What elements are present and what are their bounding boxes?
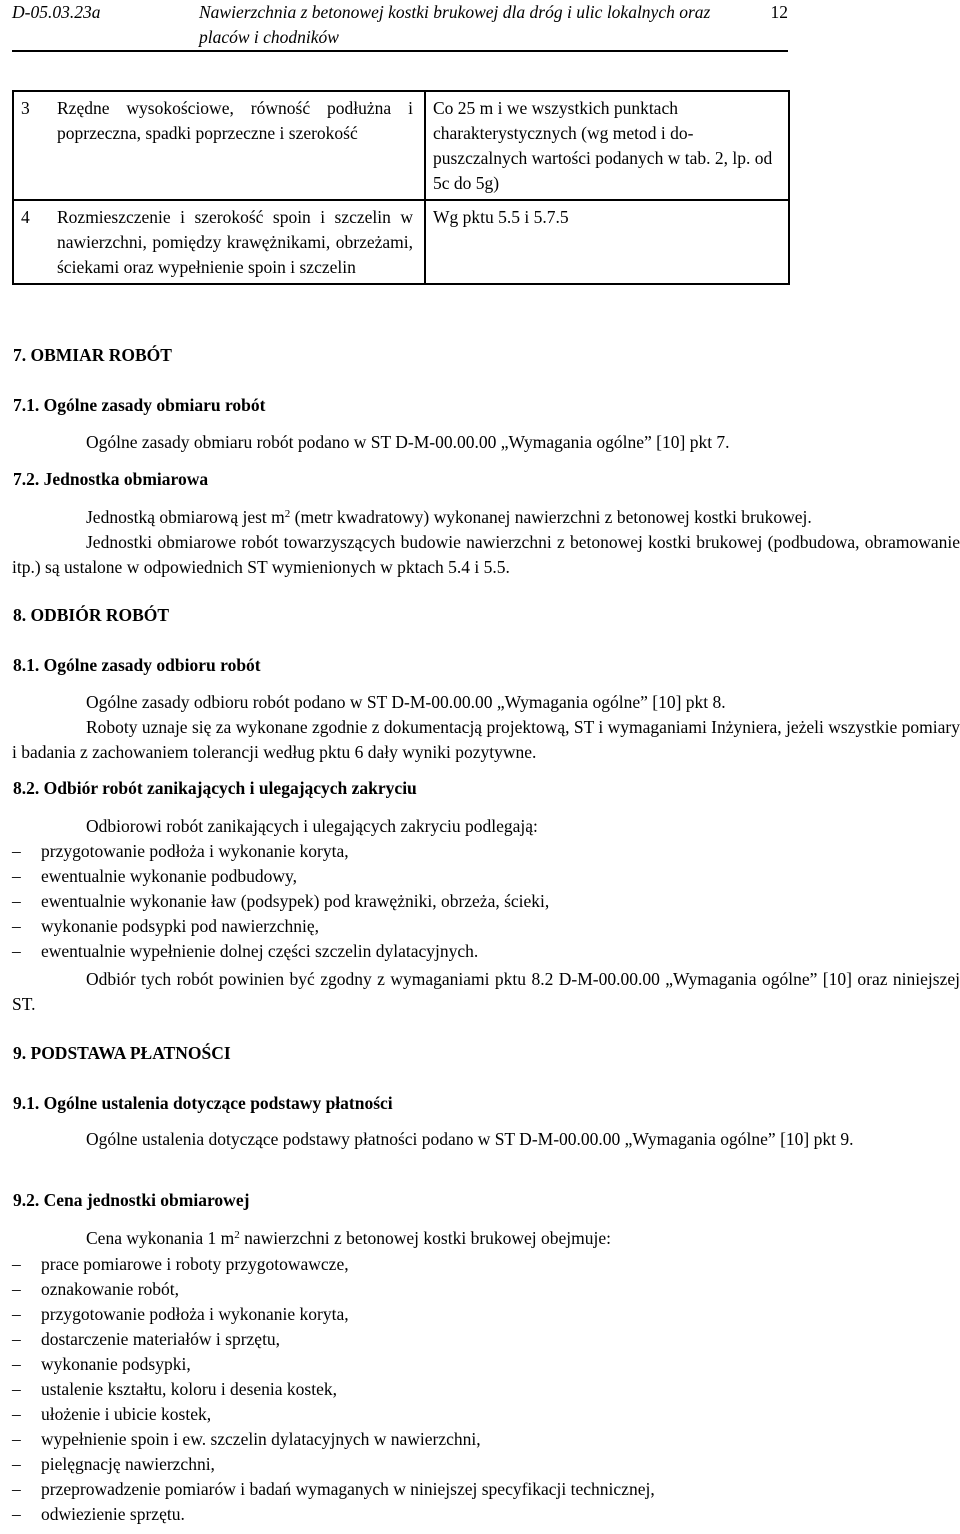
list-item: – ewentualnie wykonanie ław (podsypek) pod krawężniki, obrzeża, ścieki, xyxy=(12,889,549,914)
list-item: – prace pomiarowe i roboty przygotowawcze, xyxy=(12,1252,655,1277)
row-number: 3 xyxy=(21,98,30,118)
text-part: Cena wykonania 1 m xyxy=(86,1228,235,1248)
section-7-2-heading: 7.2. Jednostka obmiarowa xyxy=(13,469,209,489)
list-item: – przygotowanie podłoża i wykonanie koryta, xyxy=(12,839,549,864)
section-8-2-heading: 8.2. Odbiór robót zanikających i ulegających zakryciu xyxy=(13,778,417,798)
list-item: – ustalenie kształtu, koloru i desenia kostek, xyxy=(12,1377,655,1402)
superscript: 2 xyxy=(284,508,291,520)
text-part: (metr kwadratowy) wykonanej nawierzchni z betonowej kostki brukowej. xyxy=(290,507,812,527)
list-item: – wykonanie podsypki pod nawierzchnię, xyxy=(12,914,549,939)
document-title: Nawierzchnia z betonowej kostki brukowej dla dróg i ulic lokalnych oraz placów i chodników xyxy=(199,2,711,47)
row-frequency: Wg pktu 5.5 i 5.7.5 xyxy=(433,207,569,227)
list-item: – ewentualnie wypełnienie dolnej części szczelin dylatacyjnych. xyxy=(12,939,549,964)
section-8-2-intro: Odbiorowi robót zanikających i ulegających zakryciu podlegają: xyxy=(86,816,538,836)
text-part: Jednostką obmiarową jest m xyxy=(86,507,285,527)
section-7-1-text: Ogólne zasady obmiaru robót podano w ST D-M-00.00.00 „Wymagania ogólne” [10] pkt 7. xyxy=(86,432,730,452)
list-item: – wypełnienie spoin i ew. szczelin dylatacyjnych w nawierzchni, xyxy=(12,1427,655,1452)
table-cell-name xyxy=(13,91,425,200)
page-number: 12 xyxy=(770,2,788,22)
row-frequency: Co 25 m i we wszystkich punktach charakterystycznych (wg metod i do-puszczalnych wartości podanych w tab. 2, lp. od 5c do 5g) xyxy=(433,98,773,193)
section-9-2-heading: 9.2. Cena jednostki obmiarowej xyxy=(13,1190,250,1210)
list-item: – odwiezienie sprzętu. xyxy=(12,1502,655,1527)
control-table xyxy=(12,90,790,285)
list-item: – przeprowadzenie pomiarów i badań wymaganych w niniejszej specyfikacji technicznej, xyxy=(12,1477,655,1502)
section-7-2-text2: Jednostki obmiarowe robót towarzyszących budowie nawierzchni z betonowej kostki brukowej (podbudowa, obramowanie itp.) są ustalone w odpowiednich ST wymienionych w pktach 5.4 i 5.5. xyxy=(12,532,960,577)
section-8-2-list xyxy=(12,839,549,964)
section-7-1-heading: 7.1. Ogólne zasady obmiaru robót xyxy=(13,395,266,415)
section-9-1-text: Ogólne ustalenia dotyczące podstawy płatności podano w ST D-M-00.00.00 „Wymagania ogólne” [10] pkt 9. xyxy=(86,1129,854,1149)
list-item: – przygotowanie podłoża i wykonanie koryta, xyxy=(12,1302,655,1327)
section-8-2-outro: Odbiór tych robót powinien być zgodny z wymaganiami pktu 8.2 D-M-00.00.00 „Wymagania ogólne” [10] oraz niniejszej ST. xyxy=(12,969,960,1014)
list-item: – oznakowanie robót, xyxy=(12,1277,655,1302)
list-item: – wykonanie podsypki, xyxy=(12,1352,655,1377)
list-item: – ułożenie i ubicie kostek, xyxy=(12,1402,655,1427)
table-row xyxy=(13,200,789,284)
list-item: – dostarczenie materiałów i sprzętu, xyxy=(12,1327,655,1352)
text-part: nawierzchni z betonowej kostki brukowej obejmuje: xyxy=(239,1228,612,1248)
table-cell-frequency xyxy=(425,200,789,284)
table-row xyxy=(13,91,789,200)
section-8-heading: 8. ODBIÓR ROBÓT xyxy=(13,605,170,625)
table-cell-frequency xyxy=(425,91,789,200)
section-7-heading: 7. OBMIAR ROBÓT xyxy=(13,345,172,365)
section-8-1-heading: 8.1. Ogólne zasady odbioru robót xyxy=(13,655,261,675)
list-item: – ewentualnie wykonanie podbudowy, xyxy=(12,864,549,889)
document-code: D-05.03.23a xyxy=(12,2,101,22)
section-7-2-text xyxy=(12,505,960,530)
section-8-1-text2: Roboty uznaje się za wykonane zgodnie z dokumentacją projektową, ST i wymaganiami Inżyniera, jeżeli wszystkie pomiary i badania z zachowaniem tolerancji według pktu 6 dały wyniki pozytywne. xyxy=(12,717,960,762)
section-9-2-intro xyxy=(12,1226,960,1251)
row-number: 4 xyxy=(21,207,30,227)
section-9-1-heading: 9.1. Ogólne ustalenia dotyczące podstawy płatności xyxy=(13,1093,393,1113)
superscript: 2 xyxy=(234,1229,240,1241)
row-name: Rozmieszczenie i szerokość spoin i szczelin w nawierzchni, pomiędzy krawężnikami, obrzeżami, ściekami oraz wypełnienie spoin i szczelin xyxy=(57,207,413,277)
list-item: – pielęgnację nawierzchni, xyxy=(12,1452,655,1477)
table-cell-name xyxy=(13,200,425,284)
section-9-heading: 9. PODSTAWA PŁATNOŚCI xyxy=(13,1043,231,1063)
row-name: Rzędne wysokościowe, równość podłużna i poprzeczna, spadki poprzeczne i szerokość xyxy=(57,98,413,143)
section-8-1-text: Ogólne zasady odbioru robót podano w ST D-M-00.00.00 „Wymagania ogólne” [10] pkt 8. xyxy=(86,692,726,712)
section-9-2-list xyxy=(12,1252,655,1527)
page-header xyxy=(12,0,788,52)
